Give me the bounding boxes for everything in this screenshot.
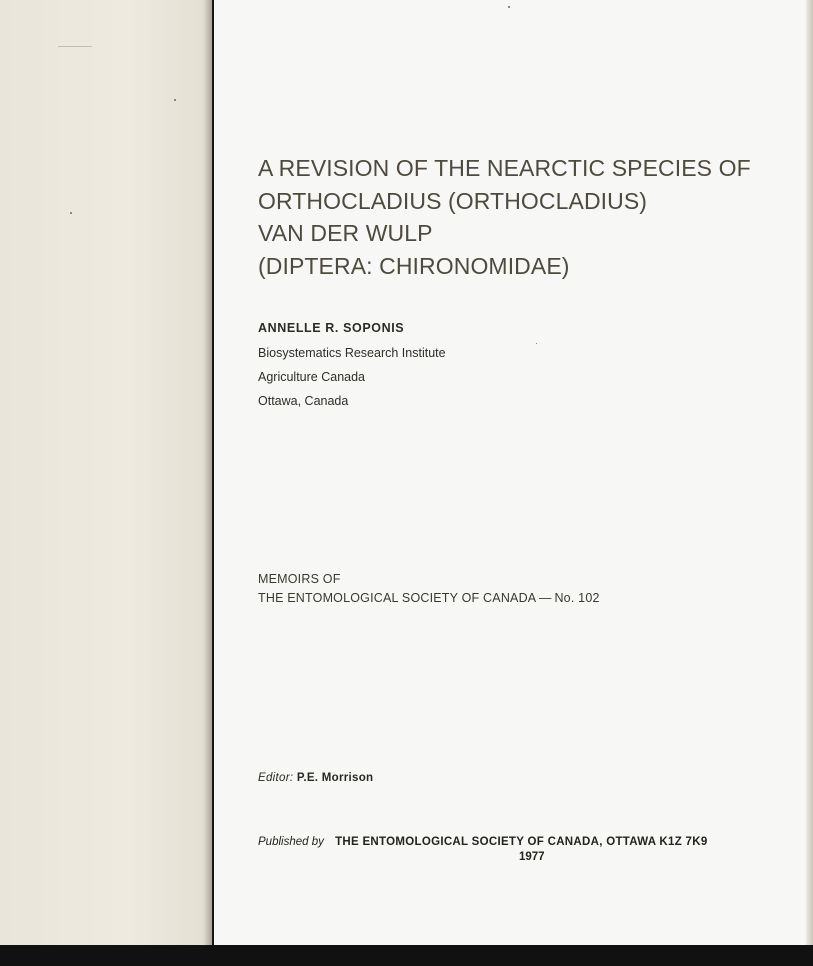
affiliation-line: Agriculture Canada bbox=[258, 370, 366, 384]
series-statement bbox=[258, 570, 758, 608]
series-line: MEMOIRS OF bbox=[258, 572, 341, 586]
paper-speck bbox=[70, 212, 72, 214]
paper-speck bbox=[536, 343, 537, 344]
left-blank-page bbox=[0, 0, 212, 945]
paper-crease bbox=[58, 46, 92, 47]
editor-credit bbox=[258, 772, 373, 784]
editor-label: Editor: bbox=[258, 772, 294, 784]
title-page bbox=[214, 0, 810, 945]
publisher-name: THE ENTOMOLOGICAL SOCIETY OF CANADA, OTTAWA K1Z 7K9 bbox=[335, 836, 708, 848]
editor-name: P.E. Morrison bbox=[296, 772, 374, 784]
affiliation-line: Biosystematics Research Institute bbox=[258, 346, 446, 360]
title-line: A REVISION OF THE NEARCTIC SPECIES OF bbox=[258, 155, 751, 181]
publisher-credit bbox=[258, 836, 798, 848]
book-title bbox=[258, 152, 798, 282]
affiliation-line: Ottawa, Canada bbox=[258, 394, 349, 408]
publication-year: 1977 bbox=[519, 851, 545, 863]
title-line: VAN DER WULP bbox=[258, 220, 433, 246]
scan-bottom-border bbox=[0, 945, 813, 966]
paper-speck bbox=[174, 99, 176, 101]
title-line: ORTHOCLADIUS (ORTHOCLADIUS) bbox=[258, 187, 648, 214]
page-right-edge bbox=[806, 0, 813, 945]
author-name: ANNELLE R. SOPONIS bbox=[258, 321, 405, 335]
paper-speck bbox=[508, 6, 510, 8]
publisher-label: Published by bbox=[258, 836, 324, 848]
title-line: (DIPTERA: CHIRONOMIDAE) bbox=[258, 252, 570, 279]
series-line: THE ENTOMOLOGICAL SOCIETY OF CANADA — No. 102 bbox=[258, 591, 600, 605]
